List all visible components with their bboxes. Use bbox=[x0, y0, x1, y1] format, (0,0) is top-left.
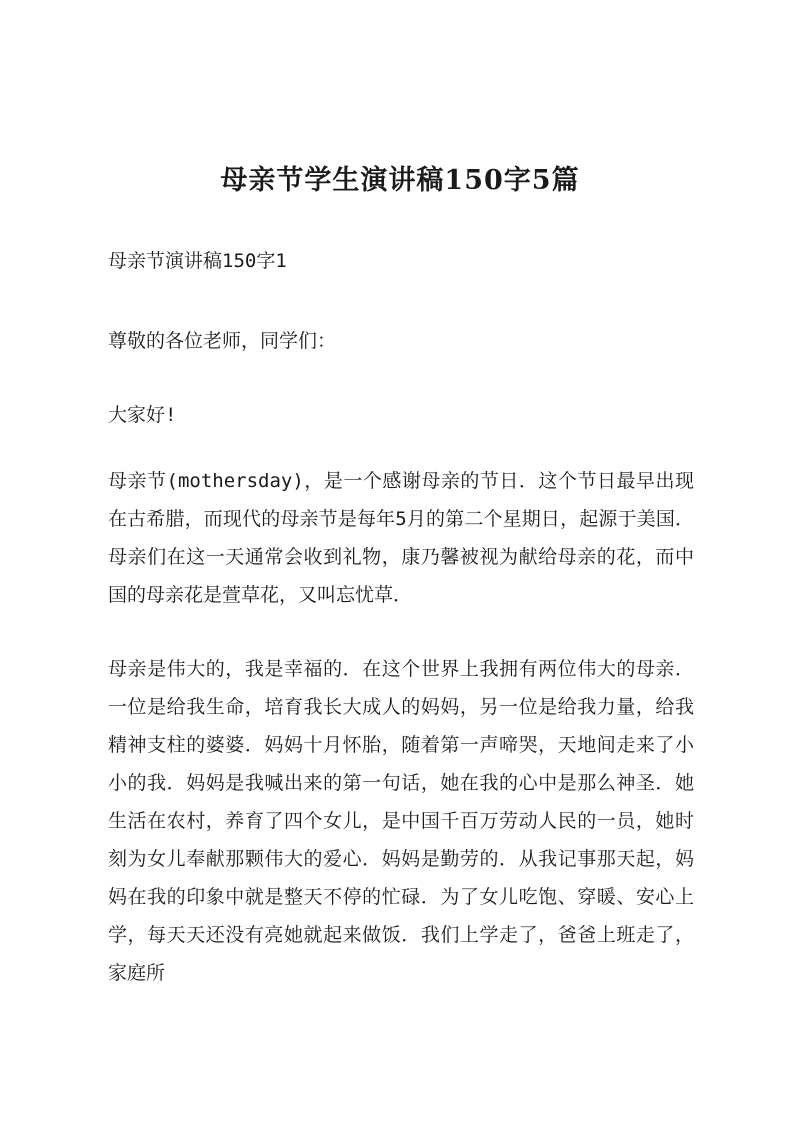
paragraph: 母亲是伟大的，我是幸福的．在这个世界上我拥有两位伟大的母亲．一位是给我生命，培育我长大成人的妈妈，另一位是给我力量，给我精神支柱的婆婆．妈妈十月怀胎，随着第一声啼哭，天地间走来了小小的我．妈妈是我喊出来的第一句话，她在我的心中是那么神圣．她生活在农村，养育了四个女儿，是中国千百万劳动人民的一员，她时刻为女儿奉献那颗伟大的爱心．妈妈是勤劳的．从我记事那天起，妈妈在我的印象中就是整天不停的忙碌．为了女儿吃饱、穿暖、安心上学，每天天还没有亮她就起来做饭．我们上学走了，爸爸上班走了，家庭所 bbox=[108, 658, 694, 984]
greeting: 大家好! bbox=[108, 404, 177, 426]
salutation: 尊敬的各位老师，同学们： bbox=[108, 330, 337, 352]
paragraph: 母亲节(mothersday)，是一个感谢母亲的节日．这个节日最早出现在古希腊，而现代的母亲节是每年5月的第二个星期日，起源于美国．母亲们在这一天通常会收到礼物，康乃馨被视为献给母亲的花，而中国的母亲花是萱草花，又叫忘忧草． bbox=[108, 470, 694, 606]
section-heading: 母亲节演讲稿150字1 bbox=[108, 250, 287, 272]
document-title: 母亲节学生演讲稿150字5篇 bbox=[220, 165, 580, 196]
